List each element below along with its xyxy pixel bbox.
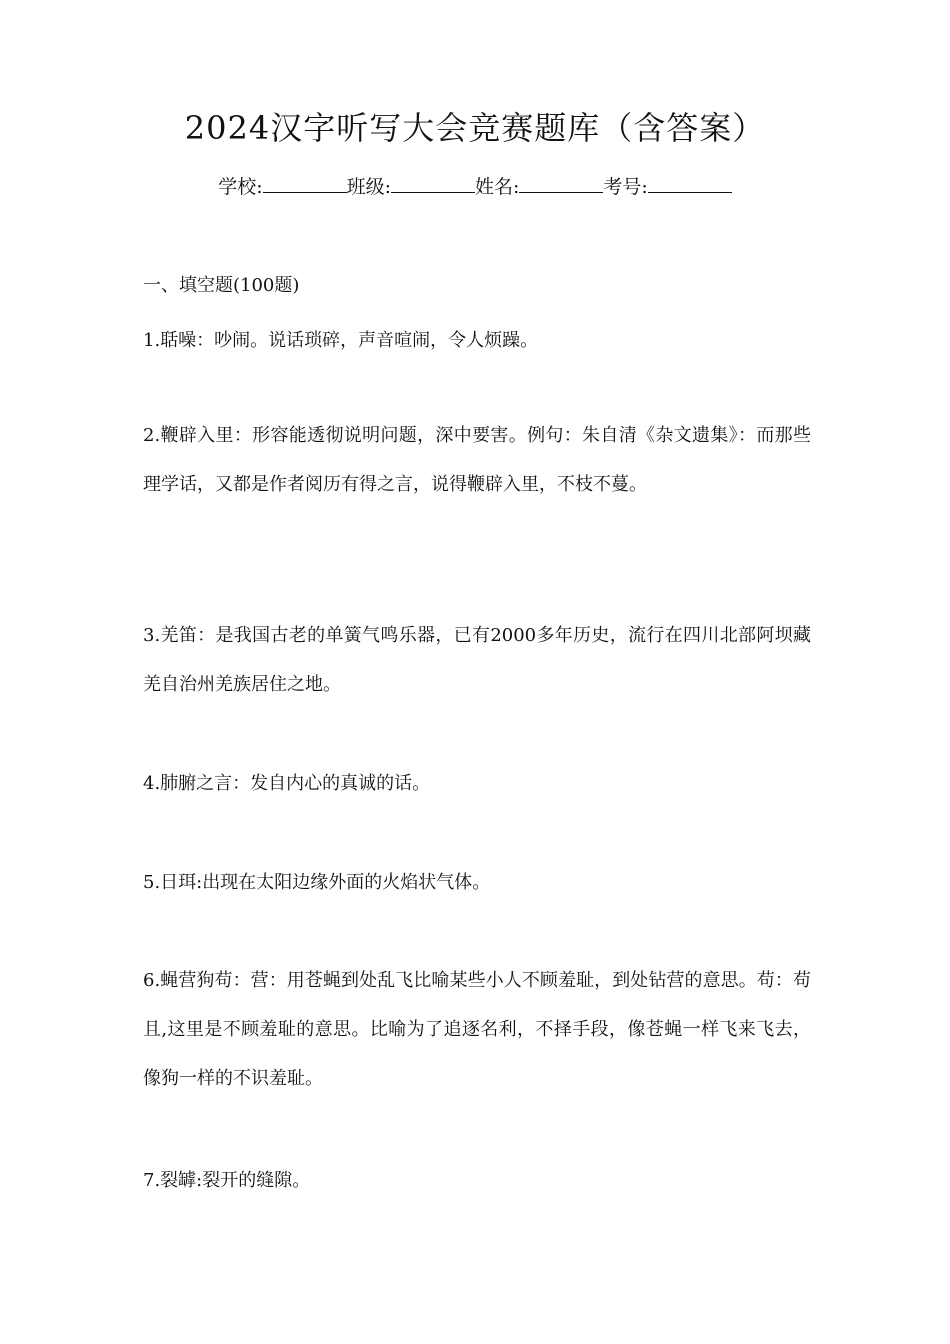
question-item: 4.肺腑之言：发自内心的真诚的话。 [143, 773, 431, 794]
class-field [347, 172, 475, 201]
question-item: 2.鞭辟入里：形容能透彻说明问题，深中要害。例句：朱自清《杂文遗集》：而那些理学话，又都是作者阅历有得之言，说得鞭辟入里，不枝不蔓。 [143, 425, 811, 495]
class-blank[interactable] [391, 172, 475, 193]
name-label: 姓名: [475, 176, 520, 198]
question-item: 7.裂罅:裂开的缝隙。 [143, 1170, 311, 1191]
class-label: 班级: [346, 176, 391, 198]
school-blank[interactable] [263, 172, 347, 193]
exam-number-label: 考号: [603, 176, 648, 198]
section-heading: 一、填空题(100题) [143, 275, 300, 296]
student-info-row [0, 172, 950, 201]
question-item: 1.聒噪：吵闹。说话琐碎，声音喧闹，令人烦躁。 [143, 330, 539, 351]
question-item: 5.日珥:出现在太阳边缘外面的火焰状气体。 [143, 872, 491, 893]
name-blank[interactable] [519, 172, 603, 193]
question-item: 3.羌笛：是我国古老的单簧气鸣乐器，已有2000多年历史，流行在四川北部阿坝藏羌自治州羌族居住之地。 [143, 625, 811, 695]
school-field [218, 172, 346, 201]
school-label: 学校: [218, 176, 263, 198]
page-title: 2024汉字听写大会竞赛题库（含答案） [184, 109, 766, 147]
exam-number-field [603, 172, 731, 201]
exam-number-blank[interactable] [648, 172, 732, 193]
name-field [475, 172, 603, 201]
question-item: 6.蝇营狗苟：营：用苍蝇到处乱飞比喻某些小人不顾羞耻，到处钻营的意思。苟：苟且,这里是不顾羞耻的意思。比喻为了追逐名利，不择手段，像苍蝇一样飞来飞去，像狗一样的不识羞耻。 [143, 970, 811, 1089]
